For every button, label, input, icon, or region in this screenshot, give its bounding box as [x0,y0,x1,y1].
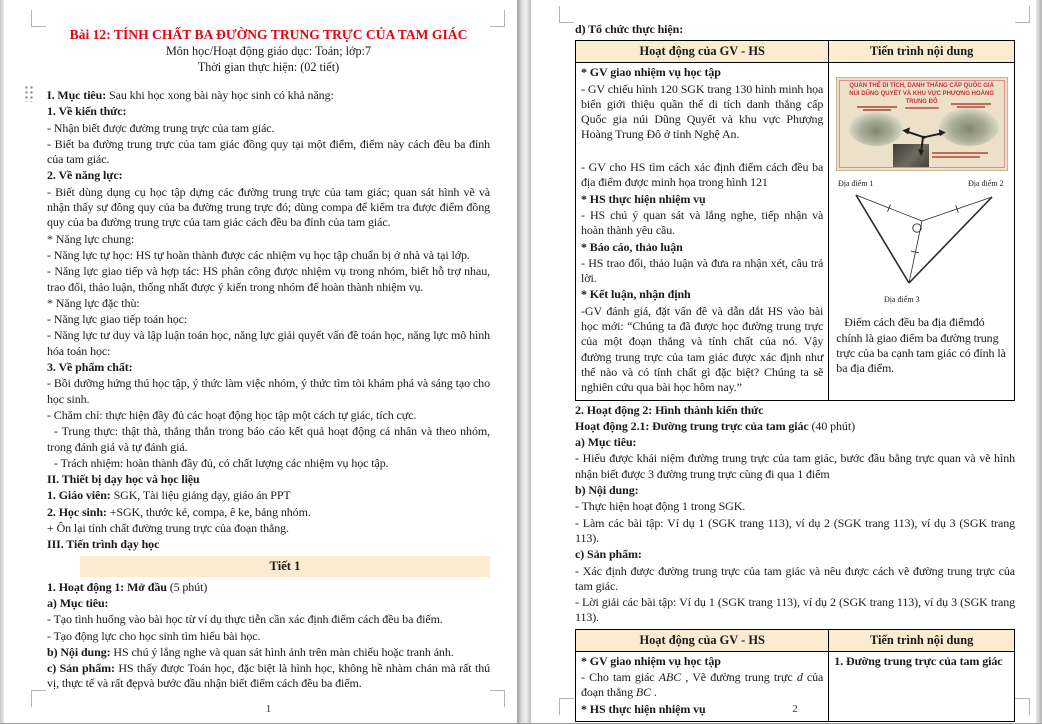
paragraph: - Chăm chỉ: thực hiện đầy đủ các hoạt động học tập một cách tự giác, tích cực. [47,407,417,422]
paragraph: * HS thực hiện nhiệm vụ [581,191,706,206]
drag-handle-icon[interactable] [24,85,33,102]
table1-cell-activities [576,63,829,400]
section-organization [575,22,1015,37]
paragraph: - Năng lực giao tiếp và hợp tác: HS phân công được nhiệm vụ trong nhóm, biết hỗ trợ nhau, trao đổi, thảo luận, thống nhất được ý kiến trong nhóm để hoàn thành nhiệm vụ. [47,264,490,294]
paragraph: 1. Đường trung trực của tam giác [834,653,1003,668]
corner-mark [559,698,574,715]
corner-mark [1015,698,1030,715]
corner-mark [1015,6,1030,23]
paragraph: d) Tổ chức thực hiện: [575,22,684,36]
paragraph: * GV giao nhiệm vụ học tập [581,65,721,80]
document-title: Bài 12: TÍNH CHẤT BA ĐƯỜNG TRUNG TRỰC CỦA TAM GIÁC [69,27,468,42]
paragraph: 2. Học sinh: +SGK, thước kẻ, compa, ê ke, bảng nhóm. [47,504,311,519]
svg-text:Địa điểm 2: Địa điểm 2 [968,179,1004,189]
paragraph: - Tạo động lực cho học sinh tìm hiểu bài học. [47,628,261,643]
landmark-sign-image [836,77,1008,171]
page-gutter [517,0,531,723]
paragraph: c) Sản phẩm: HS thấy được Toán học, đặc biệt là hình học, không hề nhàm chán mà rất thú vị, thực tế và rất đẹpvà bước đầu nhận biết điểm cách đều ba điểm. [47,661,490,691]
paragraph: a) Mục tiêu: [575,435,637,450]
paragraph: * HS thực hiện nhiệm vụ [581,701,706,716]
paragraph: - Làm các bài tập: Ví dụ 1 (SGK trang 113), ví dụ 2 (SGK trang 113), ví dụ 3 (SGK trang 113). [575,515,1015,545]
table2-header-content: Tiến trình nội dung [829,629,1015,651]
paragraph: * Năng lực chung: [47,231,135,246]
paragraph: - Trách nhiệm: hoàn thành đầy đủ, có chất lượng các nhiệm vụ học tập. [54,455,389,470]
paragraph: 1. Hoạt động 1: Mở đầu (5 phút) [47,579,208,594]
paragraph: I. Mục tiêu: Sau khi học xong bài này học sinh có khả năng: [47,88,334,102]
table1-header-gv-hs: Hoạt động của GV - HS [576,41,829,63]
paragraph: 2. Hoạt động 2: Hình thành kiến thức [575,402,764,417]
paragraph: 2. Về năng lực: [47,168,123,183]
paragraph: - Năng lực giao tiếp toán học: [47,312,188,327]
paragraph: - Hiểu được khái niệm đường trung trực của tam giác, bước đầu bằng trực quan và vẽ hình nhận biết được 3 đường trung trực cùng đi qua 1 điểm [575,451,1015,481]
paragraph: c) Sản phẩm: [575,547,642,562]
paragraph: Hoạt động 2.1: Đường trung trực của tam giác (40 phút) [575,418,855,433]
paragraph: * Báo cáo, thảo luận [581,239,683,254]
paragraph: III. Tiến trình dạy học [47,537,160,552]
sign-arrows-icon [837,78,1007,173]
sign-title-line2: NÚI DŨNG QUYẾT VÀ KHU VỰC PHƯỢNG HOÀNG TRUNG ĐÔ [849,91,995,106]
document-page-2 [531,0,1036,723]
paragraph: - Tạo tình huống vào bài học từ ví dụ thực tiễn cần xác định điểm cách đều ba điểm. [47,612,443,627]
paragraph: - Xác định được đường trung trực của tam giác và nêu được cách vẽ đường trung trực của tam giác. [575,563,1015,593]
paragraph: - Trung thực: thật thà, thẳng thắn trong báo cáo kết quả hoạt động cá nhân và theo nhóm, trong đánh giá và tự đánh giá. [47,424,490,454]
corner-mark [490,690,505,707]
paragraph: - Bồi dưỡng hứng thú học tập, ý thức làm việc nhóm, ý thức tìm tòi khám phá và sáng tạo cho học sinh. [47,376,490,406]
page-edge-shadow-right [1036,0,1042,723]
section-activity-1 [47,580,490,692]
corner-mark [31,690,46,707]
paragraph: II. Thiết bị dạy học và học liệu [47,472,200,487]
paragraph: - Năng lực tự học: HS tự hoàn thành được các nhiệm vụ học tập chuẩn bị ở nhà và tại lớp. [47,247,470,262]
svg-text:Địa điểm 3: Địa điểm 3 [884,295,920,305]
paragraph: * GV giao nhiệm vụ học tập [581,653,721,668]
paragraph: 1. Giáo viên: SGK, Tài liệu giảng dạy, giáo án PPT [47,488,291,503]
paragraph: + Ôn lại tính chất đường trung trực của đoạn thẳng. [47,521,289,536]
table2-header-gv-hs: Hoạt động của GV - HS [576,629,829,651]
paragraph: - Thực hiện hoạt động 1 trong SGK. [575,499,746,514]
page2-content [575,22,1015,724]
page1-content [47,26,490,693]
paragraph: -GV đánh giá, đặt vấn đề và dẫn dắt HS vào bài học mới: “Chúng ta đã được học đường trung trực của một đoạn thẳng và tính chất của nó. Vậy đường trung trực của tam giác được xác định như thế nào và có tính chất gì đặc biệt? Chúng ta sẽ nghiên cứu qua bài học hôm nay.” [581,303,824,395]
section-activity-2 [575,403,1015,626]
page-number: 1 [265,703,272,715]
corner-mark [559,6,574,23]
table1-cell-content [829,63,1015,400]
document-subtitle-duration: Thời gian thực hiện: (02 tiết) [197,60,340,74]
paragraph: - Năng lực tư duy và lập luận toán học, năng lực giải quyết vấn đề toán học, năng lực mô hình hóa toán học: [47,328,490,358]
paragraph: - Nhận biết được đường trung trực của tam giác. [47,120,275,135]
document-page-1 [4,0,517,723]
paragraph: a) Mục tiêu: [47,595,109,610]
page-number: 2 [792,703,798,715]
paragraph: - HS chú ý quan sát và lắng nghe, tiếp nhận và hoàn thành yêu cầu. [581,207,824,238]
paragraph: - Biết ba đường trung trực của tam giác đồng quy tại một điểm, điểm này cách đều ba đỉnh của tam giác. [47,136,490,167]
corner-mark [31,10,46,27]
paragraph: * Kết luận, nhận định [581,287,691,302]
document-subtitle-subject: Môn học/Hoạt động giáo dục: Toán; lớp:7 [165,44,372,58]
svg-text:Địa điểm 1: Địa điểm 1 [838,179,874,189]
paragraph: * Năng lực đặc thù: [47,295,140,310]
section-objectives [47,88,490,553]
sign-title-line1: QUẦN THỂ DI TÍCH, DANH THẮNG CẤP QUỐC GIA [849,83,994,90]
paragraph: - GV cho HS tìm cách xác định điểm cách đều ba địa điểm được minh họa trong hình 121 [581,160,824,190]
paragraph: - Cho tam giác ABC , Vẽ đường trung trực d của đoạn thẳng BC . [581,669,824,700]
paragraph: 3. Về phẩm chất: [47,360,133,375]
paragraph: 1. Về kiến thức: [47,104,127,119]
paragraph: - Biết dùng dụng cụ học tập dựng các đường trung trực của tam giác; quan sát hình vẽ và nhận thấy sự đồng quy của ba đường trung trực đó; dùng compa để kiểm tra được điểm đồng quy của ba đường trung trực của tam giác cách đều ba đỉnh của tam giác. [47,184,490,230]
triangle-diagram [834,175,1020,313]
paragraph [581,144,823,159]
corner-mark [490,10,505,27]
conclusion-note: Điểm cách đều ba địa điểmđó chính là giao điểm ba đường trung trực của ba cạnh tam giác có đỉnh là ba địa điểm. [836,315,1006,376]
table1-header-content: Tiến trình nội dung [829,41,1015,63]
paragraph: b) Nội dung: HS chú ý lắng nghe và quan sát hình ảnh trên màn chiếu hoặc tranh ảnh. [47,644,454,659]
lesson-period-band: Tiết 1 [80,556,490,577]
paragraph: - Lời giải các bài tập: Ví dụ 1 (SGK trang 113), ví dụ 2 (SGK trang 113), ví dụ 3 (SGK trang 113). [575,595,1015,625]
paragraph: b) Nội dung: [575,483,639,498]
paragraph: - HS trao đổi, thảo luận và đưa ra nhận xét, câu trả lời. [581,255,824,286]
paragraph: - GV chiếu hình 120 SGK trang 130 hình minh họa biển giới thiệu quần thể di tích danh thắng cấp Quốc gia núi Dũng Quyết và khu vực Phượng Hoàng Trung Đô ở tỉnh Nghệ An. [581,81,824,142]
activity-table-1 [575,40,1015,400]
